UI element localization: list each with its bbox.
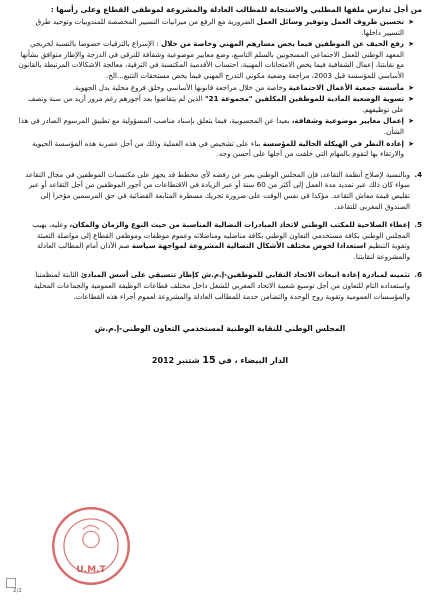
intro-paragraph: من أجل تدارس ملفها المطلبي والاستجابة للمطالب العادلة والمشروعة لموظفي القطاع وعلى رأسها : [50, 5, 422, 14]
bullet-arrow-icon: ➤ [408, 117, 414, 126]
demand-title: تحسين ظروف العمل وتوفير وسائل العمل [256, 17, 404, 26]
numbered-point-6 [18, 270, 422, 302]
demand-text: : الإسراع بالترقيات خصوصا بالنسبة لخريجي المعهد الوطني للعمل الاجتماعي المسجونين بالسلم التاسع، وضع معايير موضوعية وشفافة للترقي في الدرجة والإطار متوافق بشأنها مع نقابتنا، إعمال الشفافية فيما يخص الامتحانات المهنية، احتساب الأقدمية المكتسبة في الترقية، معالجة الاشكالات المرتبطة بالقانون الأساسي للمؤسسة قبل 2003، مراجعة وضعية مكوني التدرج المهني فيما يخص مستحقات التتبع...الخ. [18, 39, 404, 80]
bullet-arrow-icon: ➤ [408, 95, 414, 104]
demand-title: مأسسة جمعية الأعمال الاجتماعية [288, 82, 404, 92]
demand-text: وخاصة من خلال مراجعة قانونها الأساسي وخلق فروع محلية بدل الجهوية. [72, 82, 289, 92]
demand-item [18, 139, 414, 160]
date-rest: شتنبر 2012 [151, 356, 200, 366]
union-stamp-icon [50, 505, 132, 587]
bullet-arrow-icon: ➤ [408, 18, 414, 26]
demand-item [18, 83, 414, 94]
demand-text: الضرورية مع الرفع من ميزانيات التسيير المخصصة للمندوبيات وتوحيد طرق التسيير داخلها. [35, 17, 404, 37]
point-number: 4. [414, 169, 422, 179]
date-line [18, 355, 422, 366]
demand-title: إعادة النظر في الهيكلة الحالية للمؤسسة [262, 138, 404, 148]
demand-text: بناء على تشخيص في هذه العملية وذلك من أجل عصرنة هذه المؤسسة الحيوية والارتقاء بها لتقوم بالمهام التي خلقت من أجلها على أحسن وجه. [32, 138, 404, 159]
demand-item [18, 116, 414, 137]
bullet-arrow-icon: ➤ [408, 40, 414, 49]
point-number: 5. [414, 220, 422, 230]
point-bold-text-2: استعدادا لخوض مختلف الأشكال النضالية المشروعة لمواجهة سياسة [131, 241, 366, 251]
demands-list [18, 17, 422, 160]
date-day: 15 [202, 355, 216, 367]
point-text: الثابتة لمنظمتنا واستعداده التام للتعاون من أجل توسيع شعبية الاتحاد المغربي للشغل داخل مختلف قطاعات الوظيفة العمومية والجماعات المحلية والمؤسسات العمومية وتقوية روح الوحدة والتضامن خدمة للمطالب العادلة والمشروعة لعموم أجراء هذه القطاعات. [33, 270, 410, 301]
point-number: 6. [414, 270, 422, 280]
signature-line: المجلس الوطني للنقابة الوطنية لمستخدمي التعاون الوطني-إ.م.ش [94, 324, 346, 334]
date-prefix: الدار البيضاء ، في [218, 356, 289, 366]
demand-title: تسوية الوضعية المادية للموظفين المكلفين "مجموعة 21" [204, 94, 404, 104]
bullet-arrow-icon: ➤ [408, 139, 414, 148]
demand-text: بعيدا عن المحسوبية، فيما يتعلق بإسناد مناصب المسؤولية مع تطبيق المرسوم الصادر في هذا الشأن. [18, 116, 404, 136]
demand-item [18, 94, 414, 115]
point-text: وبالنسبة لإصلاح أنظمة التقاعد، فإن المجلس الوطني يعبر عن رفضه لأي مخطط قد يجهز على مكتسبات الموظفين في مجال التقاعد سواء كان ذلك عبر تمديد مدة العمل إلى أكثر من 60 سنة أو عبر الزيادة في الاقتطاعات من أجور الموظفين من أجل التقاعد أو عبر تقليص قيمة معاش التقاعد. مؤكدا في نفس الوقت على ضرورة تحريك مسطرة المتابعة القضائية في حق المرسمين مؤخرا إلى الصندوق المغربي للتقاعد. [25, 169, 410, 211]
numbered-point-4 [18, 170, 422, 212]
demand-item [18, 39, 414, 81]
bullet-arrow-icon: ➤ [408, 83, 414, 92]
page-number: 2/2 [13, 588, 22, 594]
margin-mark [6, 578, 16, 588]
demand-text: الذين لم يتقاضوا بعد أجورهم رغم مرور أزيد من سنة ونصف على توظيفهم. [27, 94, 404, 114]
numbered-points [18, 170, 422, 303]
numbered-point-5 [18, 220, 422, 262]
stamp-label: U.M.T [76, 565, 106, 576]
demand-title: إعمال معايير موضوعية وشفافة، [291, 116, 404, 126]
point-text: وعليه، يهيب المجلس الوطني بكافة مستخدمي التعاون الوطني بكافة مناضليه ومناضلاته وعموم موظفات وموظفي القطاع إلى مواصلة التعبئة وتقوية التنظيم [32, 220, 410, 251]
point-text-2: صم الآذان أمام المطالب العادلة والمشروعة لنقابتنا. [36, 241, 410, 261]
point-bold-text: تثمينه لمبادرة إعادة انبعاث الاتحاد النقابي للموظفين-إ.م.ش كإطار تنسيقي على أسس المبادئ [80, 270, 410, 280]
point-bold-text: إعطاء الصلاحية للمكتب الوطني لاتخاذ المبادرات النضالية المناسبة من حيث النوع والزمان والمكان، [69, 220, 410, 230]
demand-item [18, 17, 414, 38]
demand-title: رفع الحيف عن الموظفين فيما يخص مسارهم المهني وخاصة من خلال [160, 39, 404, 49]
